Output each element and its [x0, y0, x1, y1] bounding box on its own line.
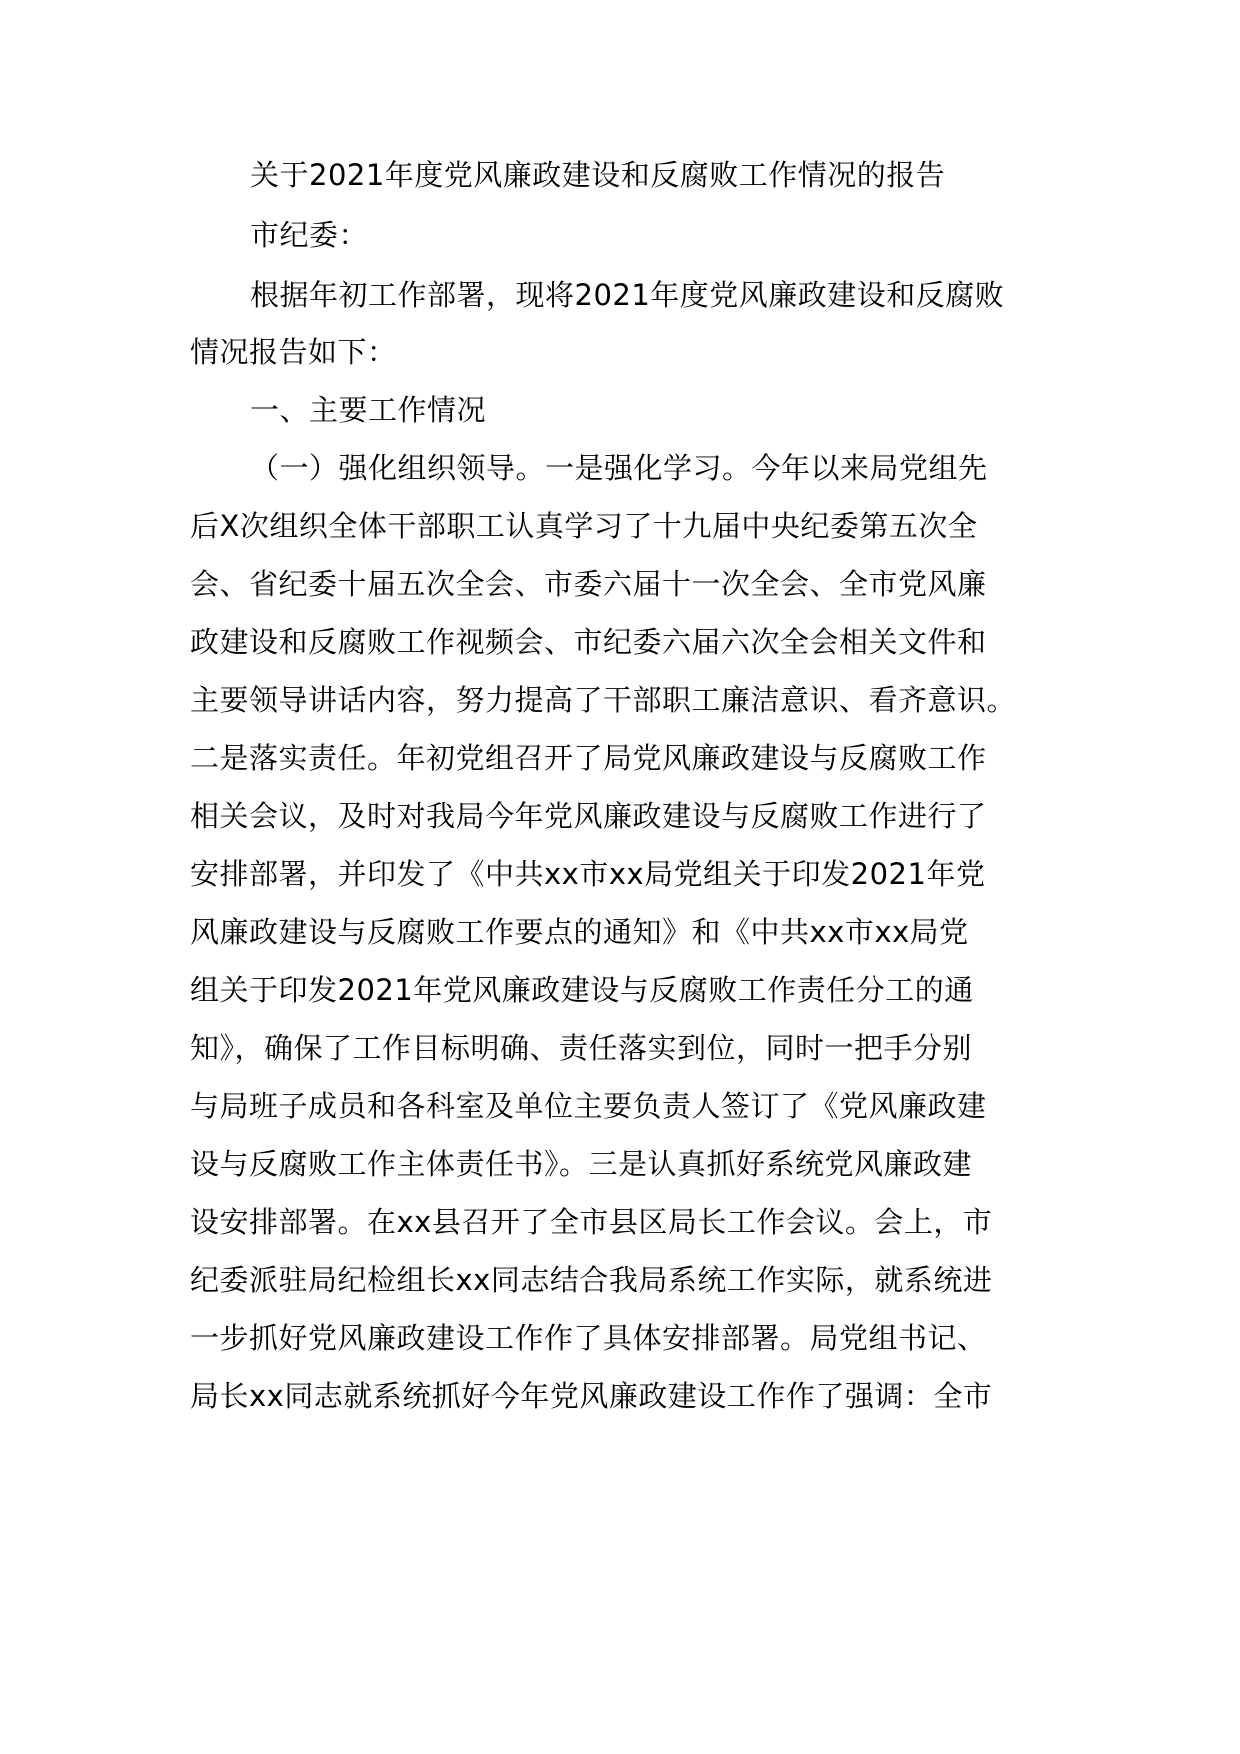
body-line: 与局班子成员和各科室及单位主要负责人签订了《党风廉政建: [190, 1089, 987, 1123]
body-line: 纪委派驻局纪检组长xx同志结合我局系统工作实际，就系统进: [190, 1263, 993, 1297]
body-line: 风廉政建设与反腐败工作要点的通知》和《中共xx市xx局党: [190, 915, 969, 949]
body-line: 局长xx同志就系统抓好今年党风廉政建设工作作了强调：全市: [190, 1379, 993, 1413]
body-line: 组关于印发2021年党风廉政建设与反腐败工作责任分工的通: [190, 973, 974, 1007]
body-line: 设安排部署。在xx县召开了全市县区局长工作会议。会上，市: [190, 1205, 993, 1239]
body-line: 一步抓好党风廉政建设工作作了具体安排部署。局党组书记、: [190, 1321, 987, 1355]
document-title: 关于2021年度党风廉政建设和反腐败工作情况的报告: [250, 158, 946, 192]
body-line: 知》，确保了工作目标明确、责任落实到位，同时一把手分别: [190, 1031, 973, 1065]
body-line: 后X次组织全体干部职工认真学习了十九届中央纪委第五次全: [190, 509, 978, 543]
body-line: 安排部署，并印发了《中共xx市xx局党组关于印发2021年党: [190, 857, 986, 891]
body-line: 情况报告如下：: [190, 335, 397, 369]
body-line: 相关会议，及时对我局今年党风廉政建设与反腐败工作进行了: [190, 799, 987, 833]
body-line: 主要领导讲话内容，努力提高了干部职工廉洁意识、看齐意识。: [190, 683, 1017, 717]
recipient-line: 市纪委：: [250, 218, 369, 252]
body-line: 会、省纪委十届五次全会、市委六届十一次全会、全市党风廉: [190, 567, 987, 601]
body-line: 二是落实责任。年初党组召开了局党风廉政建设与反腐败工作: [190, 741, 987, 775]
body-line: （一）强化组织领导。一是强化学习。今年以来局党组先: [250, 451, 988, 485]
section-heading: 一、主要工作情况: [250, 393, 487, 427]
body-line: 政建设和反腐败工作视频会、市纪委六届六次全会相关文件和: [190, 625, 987, 659]
body-line: 设与反腐败工作主体责任书》。三是认真抓好系统党风廉政建: [190, 1147, 973, 1181]
body-line: 根据年初工作部署，现将2021年度党风廉政建设和反腐败: [250, 278, 1005, 312]
